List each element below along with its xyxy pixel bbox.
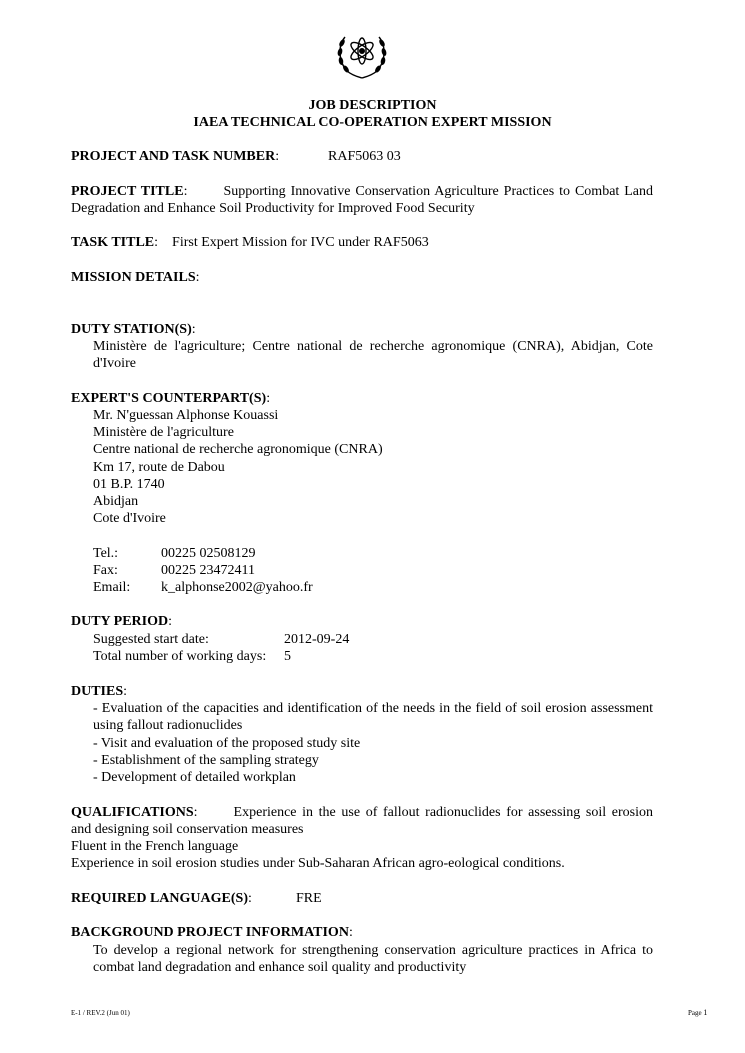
- duty-item: - Evaluation of the capacities and identification of the needs in the field of soil erosion assessment using fallout radionuclides: [93, 701, 653, 733]
- counterpart-line: Cote d'Ivoire: [93, 511, 166, 526]
- email-value: k_alphonse2002@yahoo.fr: [161, 580, 313, 595]
- start-date-label: Suggested start date:: [93, 632, 209, 647]
- qualifications-text: Experience in the use of fallout radionuclides for assessing soil erosion and designing soil conservation measures: [71, 805, 653, 837]
- qualifications-row: QUALIFICATIONS: Experience in the use of fallout radionuclides for assessing soil erosion and designing soil conservation measures: [71, 805, 653, 837]
- fax-label: Fax:: [93, 563, 118, 578]
- counterpart-name: Mr. N'guessan Alphonse Kouassi: [93, 408, 279, 423]
- iaea-emblem-icon: [333, 27, 391, 79]
- page-indicator: Page 1: [688, 1008, 708, 1017]
- project-title-label: PROJECT TITLE: [71, 184, 184, 199]
- qualification-line: Fluent in the French language: [71, 839, 239, 854]
- project-number-row: PROJECT AND TASK NUMBER:: [71, 149, 280, 164]
- working-days-label: Total number of working days:: [93, 649, 267, 664]
- duty-period-heading: DUTY PERIOD:: [71, 614, 172, 629]
- qualification-line: Experience in soil erosion studies under Sub-Saharan African agro-eological conditions.: [71, 856, 565, 871]
- background-heading: BACKGROUND PROJECT INFORMATION:: [71, 925, 353, 940]
- duty-item: - Development of detailed workplan: [93, 770, 296, 785]
- task-title-row: TASK TITLE: First Expert Mission for IVC under RAF5063: [71, 235, 429, 250]
- qualifications-label: QUALIFICATIONS: [71, 805, 194, 820]
- fax-value: 00225 23472411: [161, 563, 255, 578]
- email-label: Email:: [93, 580, 131, 595]
- duty-item: - Visit and evaluation of the proposed study site: [93, 736, 361, 751]
- project-number-value: RAF5063 03: [328, 149, 401, 164]
- form-id: E-1 / REV.2 (Jun 01): [71, 1009, 130, 1017]
- task-title-label: TASK TITLE: [71, 235, 155, 250]
- tel-value: 00225 02508129: [161, 546, 256, 561]
- duty-item: - Establishment of the sampling strategy: [93, 753, 319, 768]
- tel-label: Tel.:: [93, 546, 119, 561]
- language-heading: REQUIRED LANGUAGE(S):: [71, 891, 252, 906]
- counterpart-line: 01 B.P. 1740: [93, 477, 165, 492]
- start-date-value: 2012-09-24: [284, 632, 350, 647]
- language-value: FRE: [296, 891, 322, 906]
- document-subtitle: IAEA TECHNICAL CO-OPERATION EXPERT MISSION: [193, 115, 552, 130]
- duty-station-heading: DUTY STATION(S):: [71, 322, 196, 337]
- project-title-value: Supporting Innovative Conservation Agriculture Practices to Combat Land Degradation and Enhance Soil Productivity for Improved Food Security: [71, 184, 653, 216]
- counterpart-line: Centre national de recherche agronomique (CNRA): [93, 442, 383, 457]
- working-days-value: 5: [284, 649, 291, 664]
- task-title-value: First Expert Mission for IVC under RAF5063: [172, 235, 429, 250]
- counterpart-line: Abidjan: [93, 494, 139, 509]
- duties-heading: DUTIES:: [71, 684, 128, 699]
- duty-station-value: Ministère de l'agriculture; Centre national de recherche agronomique (CNRA), Abidjan, Cote d'Ivoire: [93, 339, 653, 371]
- project-title-row: PROJECT TITLE: Supporting Innovative Conservation Agriculture Practices to Combat Land Degradation and Enhance Soil Productivity for Improved Food Security: [71, 184, 653, 216]
- background-text: To develop a regional network for strengthening conservation agriculture practices in Africa to combat land degradation and enhance soil quality and productivity: [93, 943, 653, 975]
- counterpart-heading: EXPERT'S COUNTERPART(S):: [71, 391, 271, 406]
- project-number-label: PROJECT AND TASK NUMBER: [71, 149, 276, 164]
- page-number: 1: [703, 1008, 708, 1017]
- counterpart-line: Km 17, route de Dabou: [93, 460, 225, 475]
- counterpart-line: Ministère de l'agriculture: [93, 425, 234, 440]
- mission-details-heading: MISSION DETAILS:: [71, 270, 200, 285]
- document-title: JOB DESCRIPTION: [308, 98, 437, 113]
